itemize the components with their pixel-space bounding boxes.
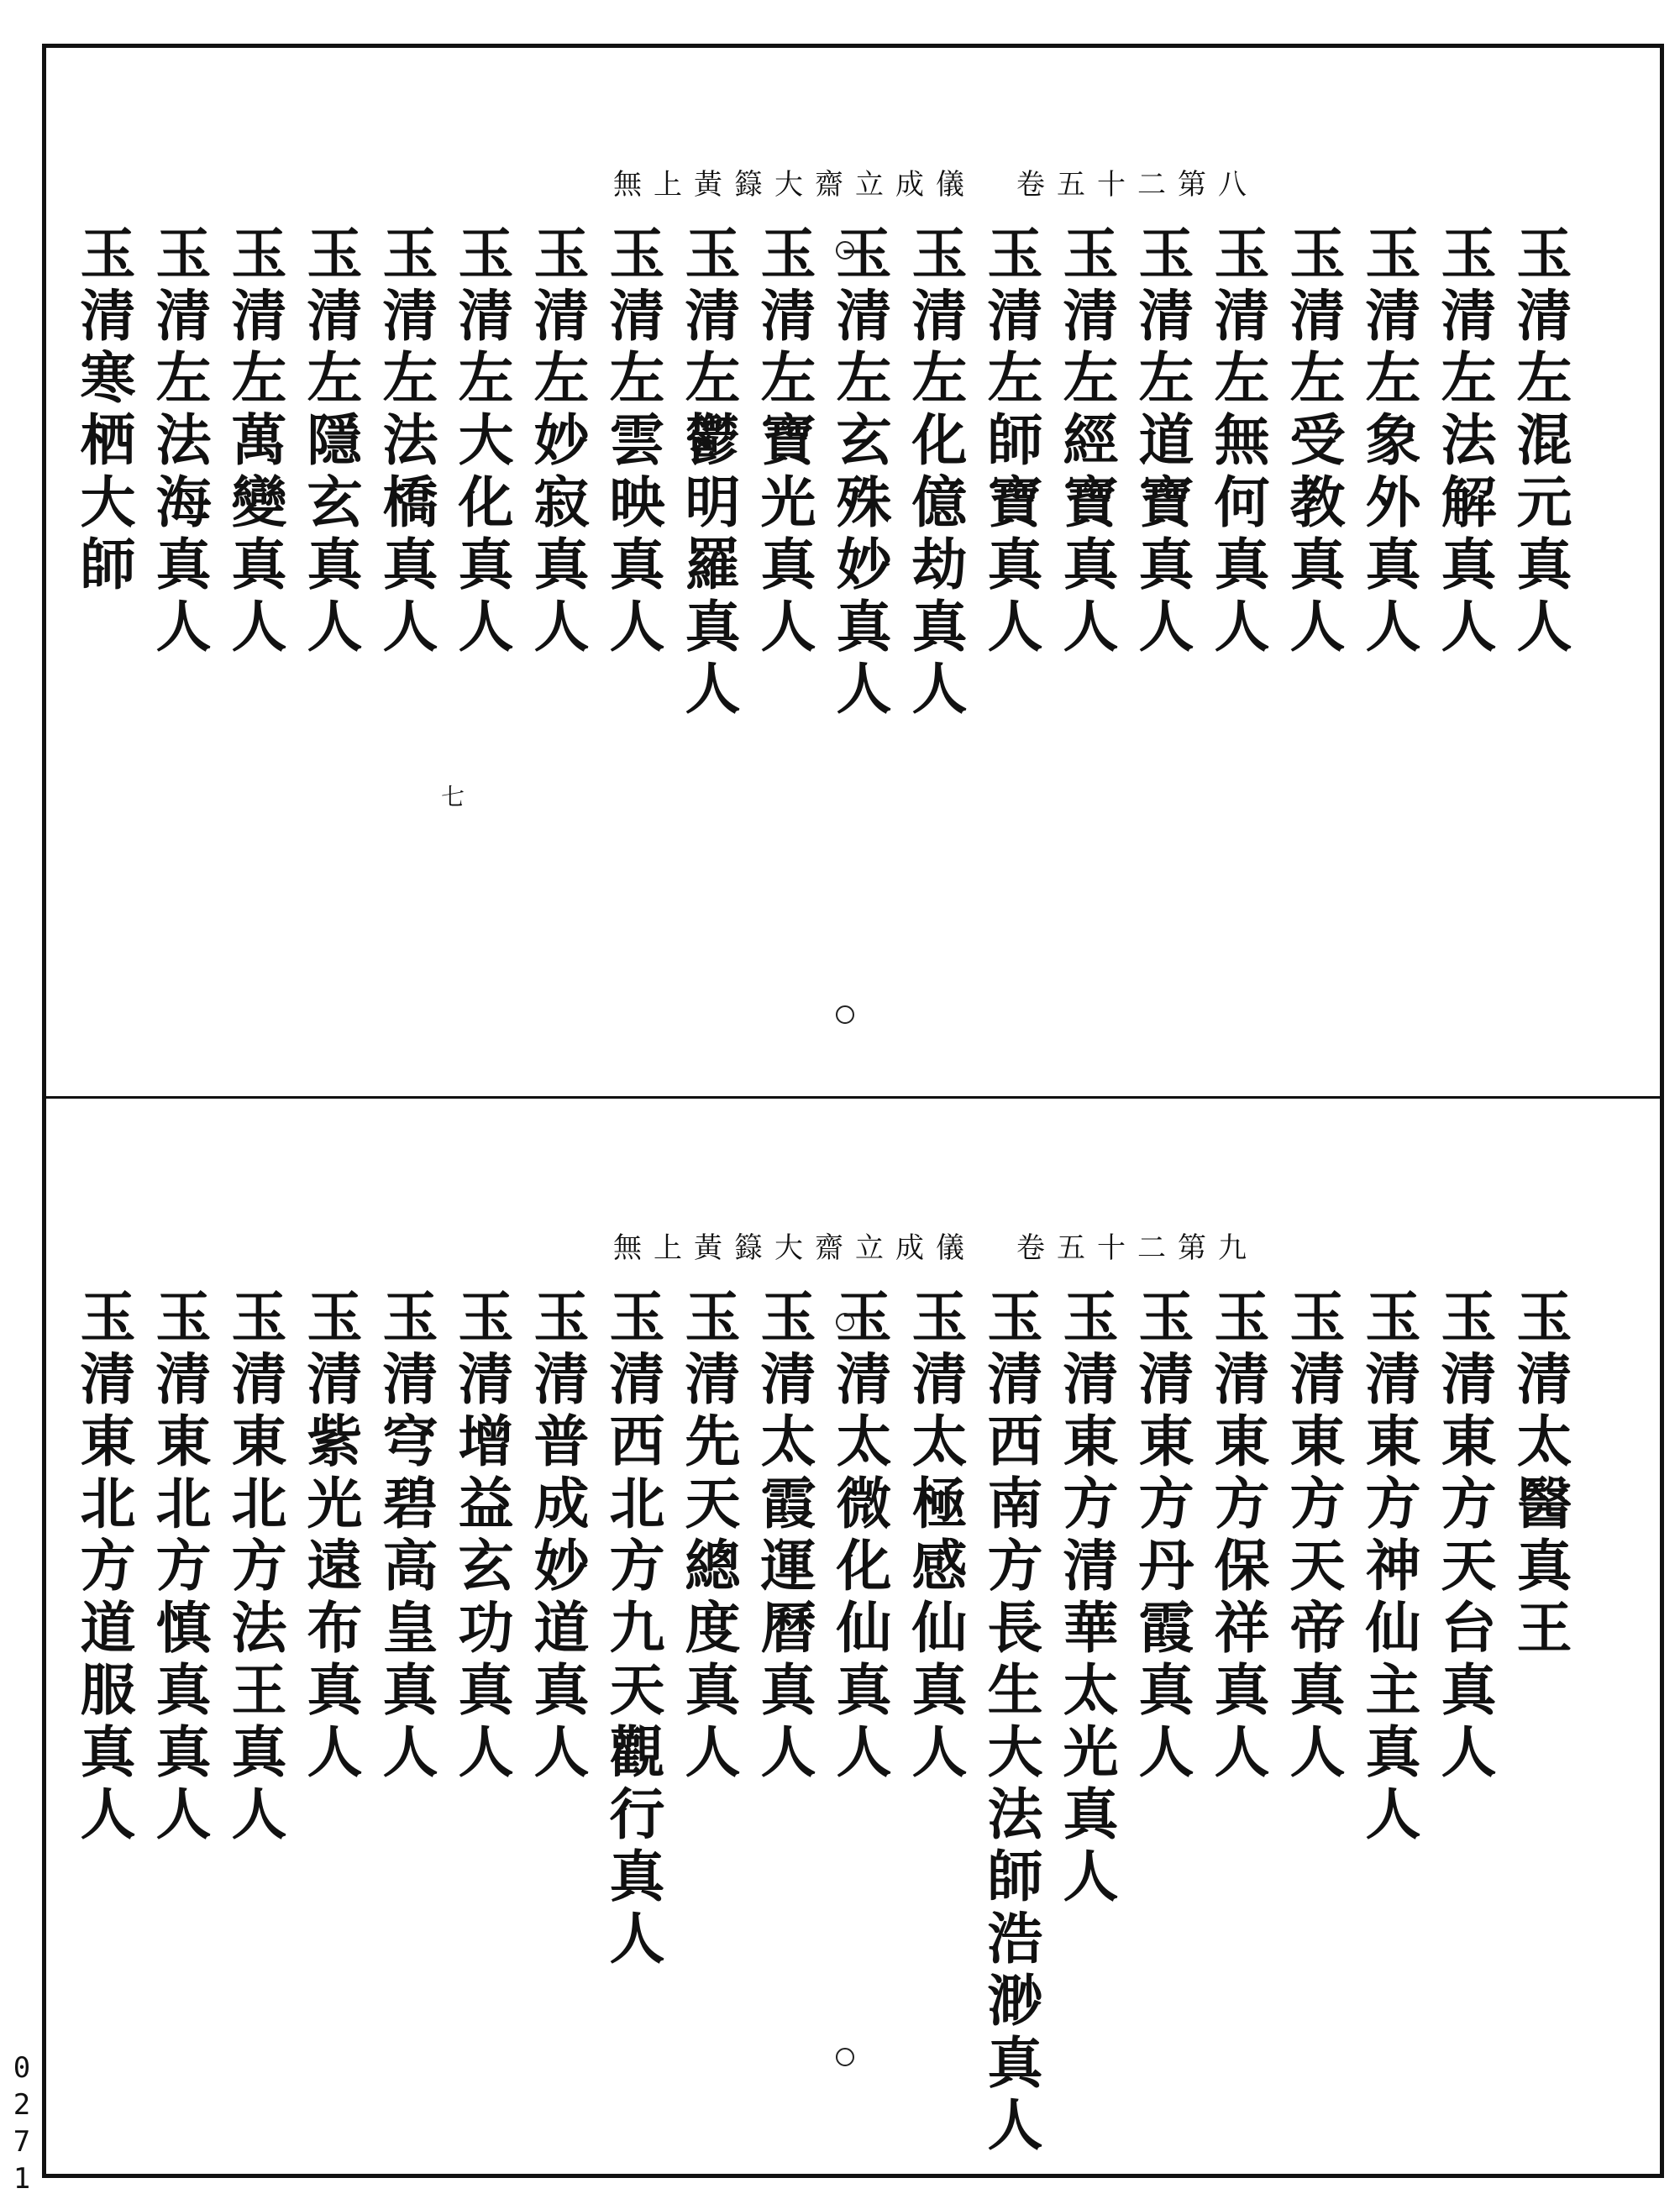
text-column: 玉清左法橋真人 (373, 224, 438, 659)
center-hole-mark (836, 2048, 854, 2066)
text-column: 玉清太微化仙真人 (827, 1288, 892, 1785)
text-column: 玉清左法解真人 (1431, 224, 1497, 659)
text-column: 玉清增益玄功真人 (449, 1288, 514, 1785)
text-column: 玉清先天總度真人 (675, 1288, 741, 1785)
text-column: 玉清左鬱明羅真人 (675, 224, 741, 722)
text-column: 玉清紫光遠布真人 (297, 1288, 363, 1785)
text-column: 玉清東方保祥真人 (1205, 1288, 1270, 1785)
center-hole-mark (836, 241, 854, 260)
text-column: 玉清普成妙道真人 (524, 1288, 590, 1785)
top-page (46, 48, 1660, 1096)
text-column: 玉清太極感仙真人 (902, 1288, 968, 1785)
text-column: 玉清左妙寂真人 (524, 224, 590, 659)
page-frame (42, 44, 1664, 2178)
side-page-number: 0271 (5, 2051, 39, 2199)
text-column: 玉清左隱玄真人 (297, 224, 363, 659)
text-column: 玉清左師寶真人 (978, 224, 1043, 659)
text-column: 玉清太霞運曆真人 (751, 1288, 816, 1785)
text-column: 玉清左雲映真人 (600, 224, 665, 659)
text-column: 玉清太醫真王 (1507, 1288, 1572, 1661)
top-page-columns (55, 224, 1572, 722)
text-column: 玉清左經寶真人 (1053, 224, 1119, 659)
center-hole-mark (836, 1005, 854, 1024)
top-page-header: 無上黃籙大齋立成儀 卷五十二第八 (613, 168, 1258, 202)
text-column: 玉清東方丹霞真人 (1129, 1288, 1194, 1785)
bottom-page-columns (55, 1288, 1572, 2158)
text-column: 玉清東北方道服真人 (71, 1288, 136, 1847)
text-column: 玉清寒栖大師 (71, 224, 136, 597)
text-column: 玉清左玄殊妙真人 (827, 224, 892, 722)
text-column: 玉清穹碧高皇真人 (373, 1288, 438, 1785)
text-column: 玉清東方天台真人 (1431, 1288, 1497, 1785)
text-column: 玉清東方神仙主真人 (1356, 1288, 1421, 1847)
bottom-page (46, 1099, 1660, 2174)
text-column: 玉清西北方九天觀行真人 (600, 1288, 665, 1971)
center-hole-mark (836, 1313, 854, 1331)
text-column: 玉清東方天帝真人 (1280, 1288, 1346, 1785)
text-column: 玉清左萬變真人 (222, 224, 287, 659)
text-column: 玉清左無何真人 (1205, 224, 1270, 659)
bottom-page-header: 無上黃籙大齋立成儀 卷五十二第九 (613, 1231, 1258, 1265)
text-column: 玉清西南方長生大法師浩渺真人 (978, 1288, 1043, 2158)
text-column: 玉清東北方法王真人 (222, 1288, 287, 1847)
page-mark: 七 (441, 783, 465, 811)
text-column: 玉清東北方慎真真人 (146, 1288, 212, 1847)
text-column: 玉清左化億劫真人 (902, 224, 968, 722)
text-column: 玉清左大化真人 (449, 224, 514, 659)
text-column: 玉清左寶光真人 (751, 224, 816, 659)
text-column: 玉清左法海真人 (146, 224, 212, 659)
text-column: 玉清左受教真人 (1280, 224, 1346, 659)
text-column: 玉清左混元真人 (1507, 224, 1572, 659)
text-column: 玉清左象外真人 (1356, 224, 1421, 659)
text-column: 玉清東方清華太光真人 (1053, 1288, 1119, 1909)
text-column: 玉清左道寶真人 (1129, 224, 1194, 659)
